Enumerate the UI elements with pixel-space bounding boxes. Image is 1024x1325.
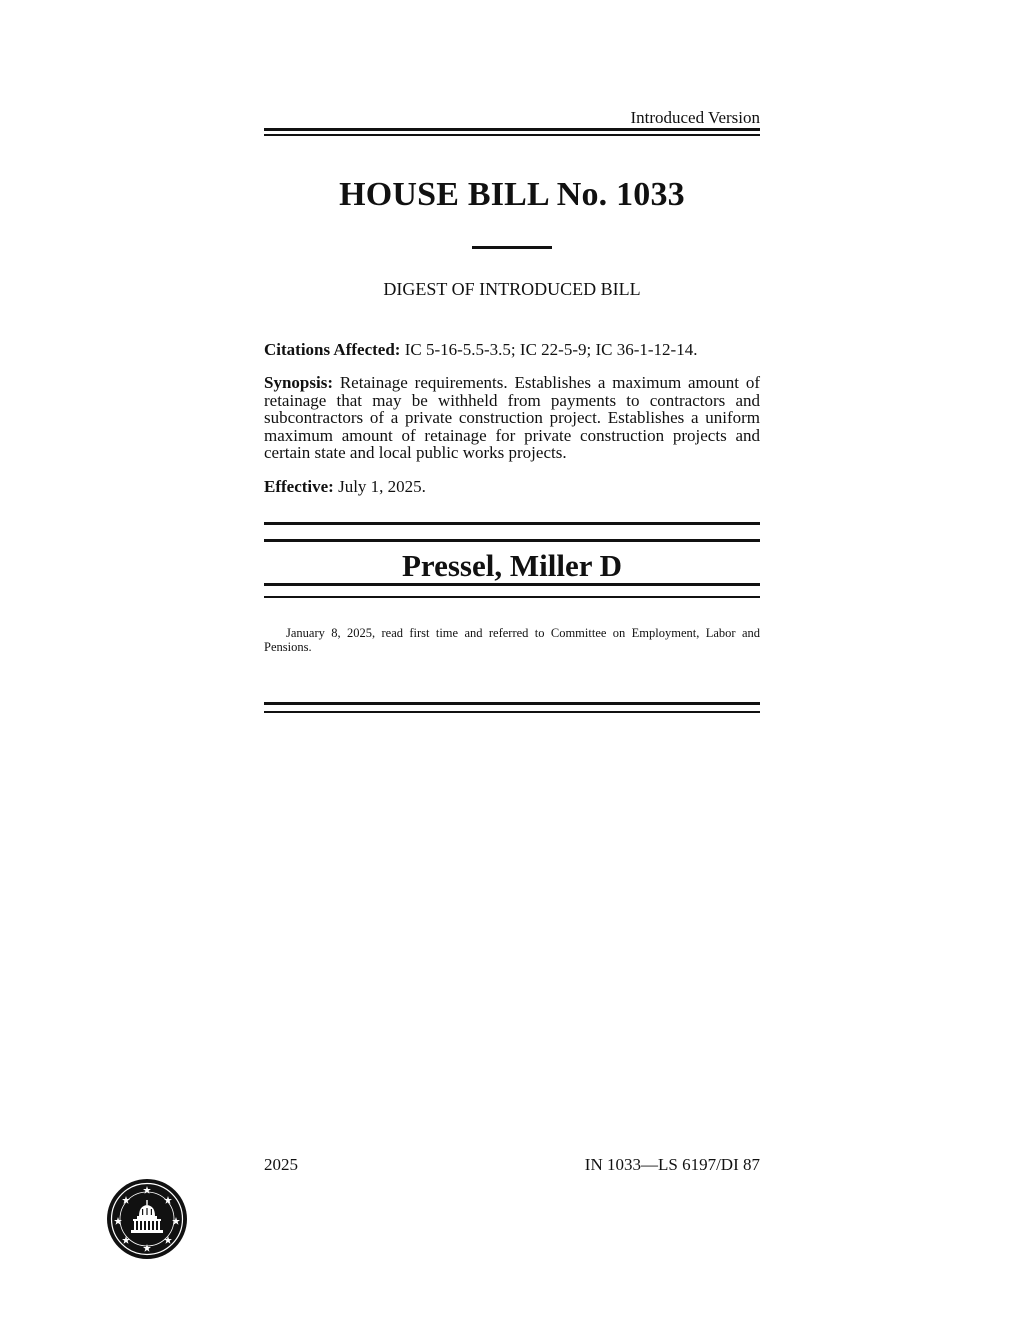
digest-heading: DIGEST OF INTRODUCED BILL: [383, 279, 641, 299]
legislative-history: January 8, 2025, read first time and referred to Committee on Employment, Labor and Pensions.: [264, 626, 760, 654]
title-underline: [472, 246, 552, 249]
citations-label: Citations Affected:: [264, 340, 401, 359]
bill-title: HOUSE BILL No. 1033: [339, 176, 685, 213]
footer-year: 2025: [264, 1155, 298, 1174]
closing-rule-bottom: [264, 711, 760, 713]
effective-value: July 1, 2025.: [338, 477, 426, 496]
synopsis-value: Retainage requirements. Establishes a maximum amount of retainage that may be withheld from payments to contractors and subcontractors of a private construction project. Establishes a uniform maximum amount of retainage for private construction projects and certain state and local public works projects.: [264, 373, 761, 462]
sponsor-rule-1: [264, 522, 760, 525]
sponsor-rule-2: [264, 539, 760, 542]
version-label: Introduced Version: [630, 108, 760, 127]
header-rule-top: [264, 128, 760, 131]
citations-value: IC 5-16-5.5-3.5; IC 22-5-9; IC 36-1-12-14.: [404, 340, 698, 359]
effective-label: Effective:: [264, 477, 334, 496]
footer-document-id: IN 1033—LS 6197/DI 87: [584, 1155, 760, 1174]
header-rule-bottom: [264, 134, 760, 136]
closing-rule-top: [264, 702, 760, 705]
state-seal-icon: [106, 1178, 188, 1260]
citations-affected: [264, 341, 760, 359]
sponsor-rule-3: [264, 583, 760, 586]
sponsor-rule-4: [264, 596, 760, 598]
synopsis-label: Synopsis:: [264, 373, 333, 392]
sponsor-name: Pressel, Miller D: [401, 548, 623, 583]
effective-date: [264, 478, 760, 496]
synopsis: [264, 374, 760, 462]
